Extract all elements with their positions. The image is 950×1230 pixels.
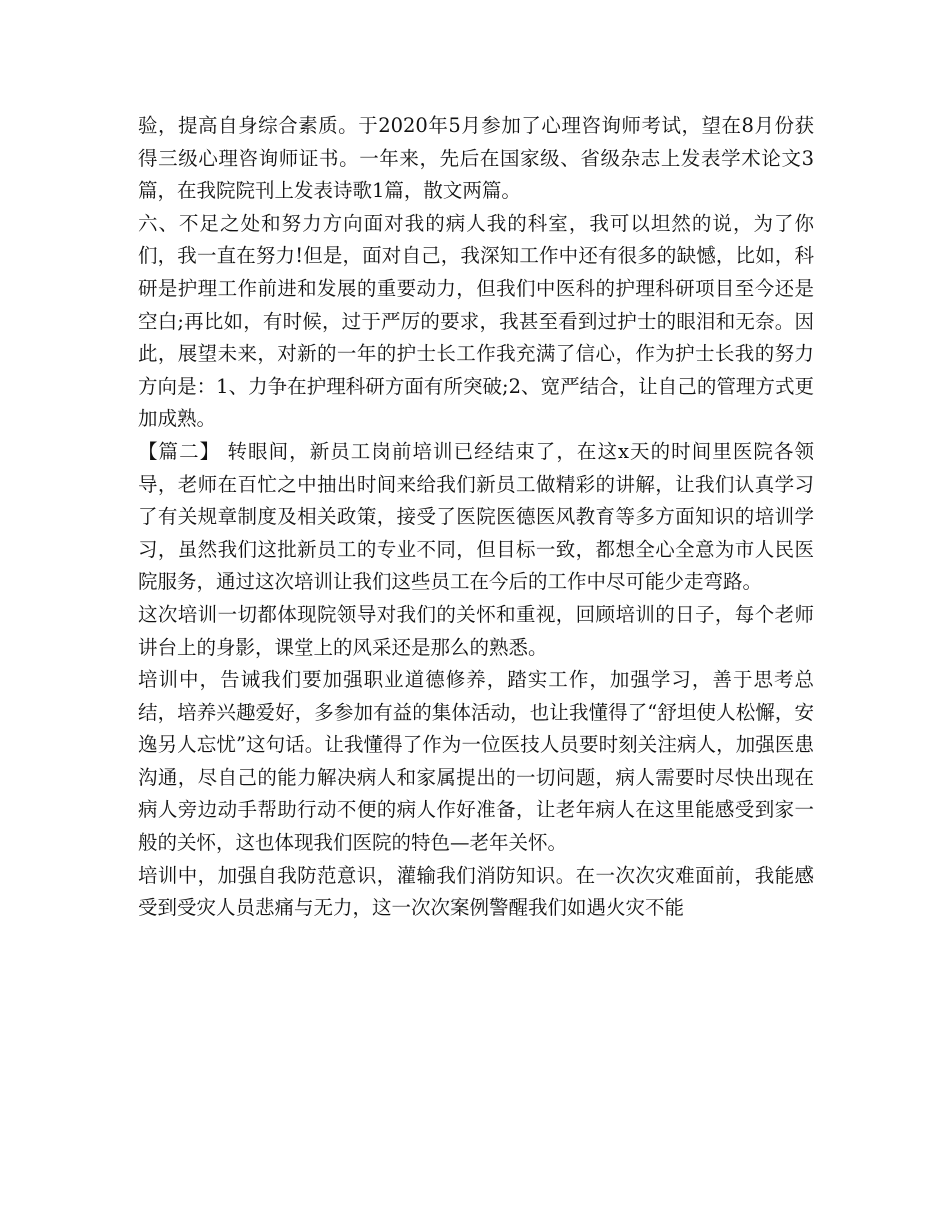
paragraph-continuation: 验，提高自身综合素质。于2020年5月参加了心理咨询师考试，望在8月份获得三级心理咨询师证书。一年来，先后在国家级、省级杂志上发表学术论文3篇，在我院院刊上发表诗歌1篇，散文两篇。 — [138, 114, 814, 203]
paragraph-shortcomings: 六、不足之处和努力方向面对我的病人我的科室，我可以坦然的说，为了你们，我一直在努力!但是，面对自己，我深知工作中还有很多的缺憾，比如，科研是护理工作前进和发展的重要动力，但我们中医科的护理科研项目至今还是空白;再比如，有时候，过于严厉的要求，我甚至看到过护士的眼泪和无奈。因此，展望未来，对新的一年的护士长工作我充满了信心，作为护士长我的努力方向是：1、力争在护理科研方面有所突破;2、宽严结合，让自己的管理方式更加成熟。 — [138, 211, 814, 431]
paragraph-part-two: 【篇二】 转眼间，新员工岗前培训已经结束了，在这x天的时间里医院各领导，老师在百忙之中抽出时间来给我们新员工做精彩的讲解，让我们认真学习了有关规章制度及相关政策，接受了医院医德医风教育等多方面知识的培训学习，虽然我们这批新员工的专业不同，但目标一致，都想全心全意为市人民医院服务，通过这次培训让我们这些员工在今后的工作中尽可能少走弯路。 — [138, 439, 814, 594]
paragraph-training-care: 这次培训一切都体现院领导对我们的关怀和重视，回顾培训的日子，每个老师讲台上的身影，课堂上的风采还是那么的熟悉。 — [138, 602, 814, 659]
document-page — [138, 110, 814, 925]
paragraph-training-ethics: 培训中，告诫我们要加强职业道德修养，踏实工作，加强学习，善于思考总结，培养兴趣爱好，多参加有益的集体活动，也让我懂得了“舒坦使人松懈，安逸另人忘忧”这句话。让我懂得了作为一位医技人员要时刻关注病人，加强医患沟通，尽自己的能力解决病人和家属提出的一切问题，病人需要时尽快出现在病人旁边动手帮助行动不便的病人作好准备，让老年病人在这里能感受到家一般的关怀，这也体现我们医院的特色—老年关怀。 — [138, 668, 814, 855]
paragraph-training-fire-safety: 培训中，加强自我防范意识，灌输我们消防知识。在一次次灾难面前，我能感受到受灾人员悲痛与无力，这一次次案例警醒我们如遇火灾不能 — [138, 863, 814, 920]
